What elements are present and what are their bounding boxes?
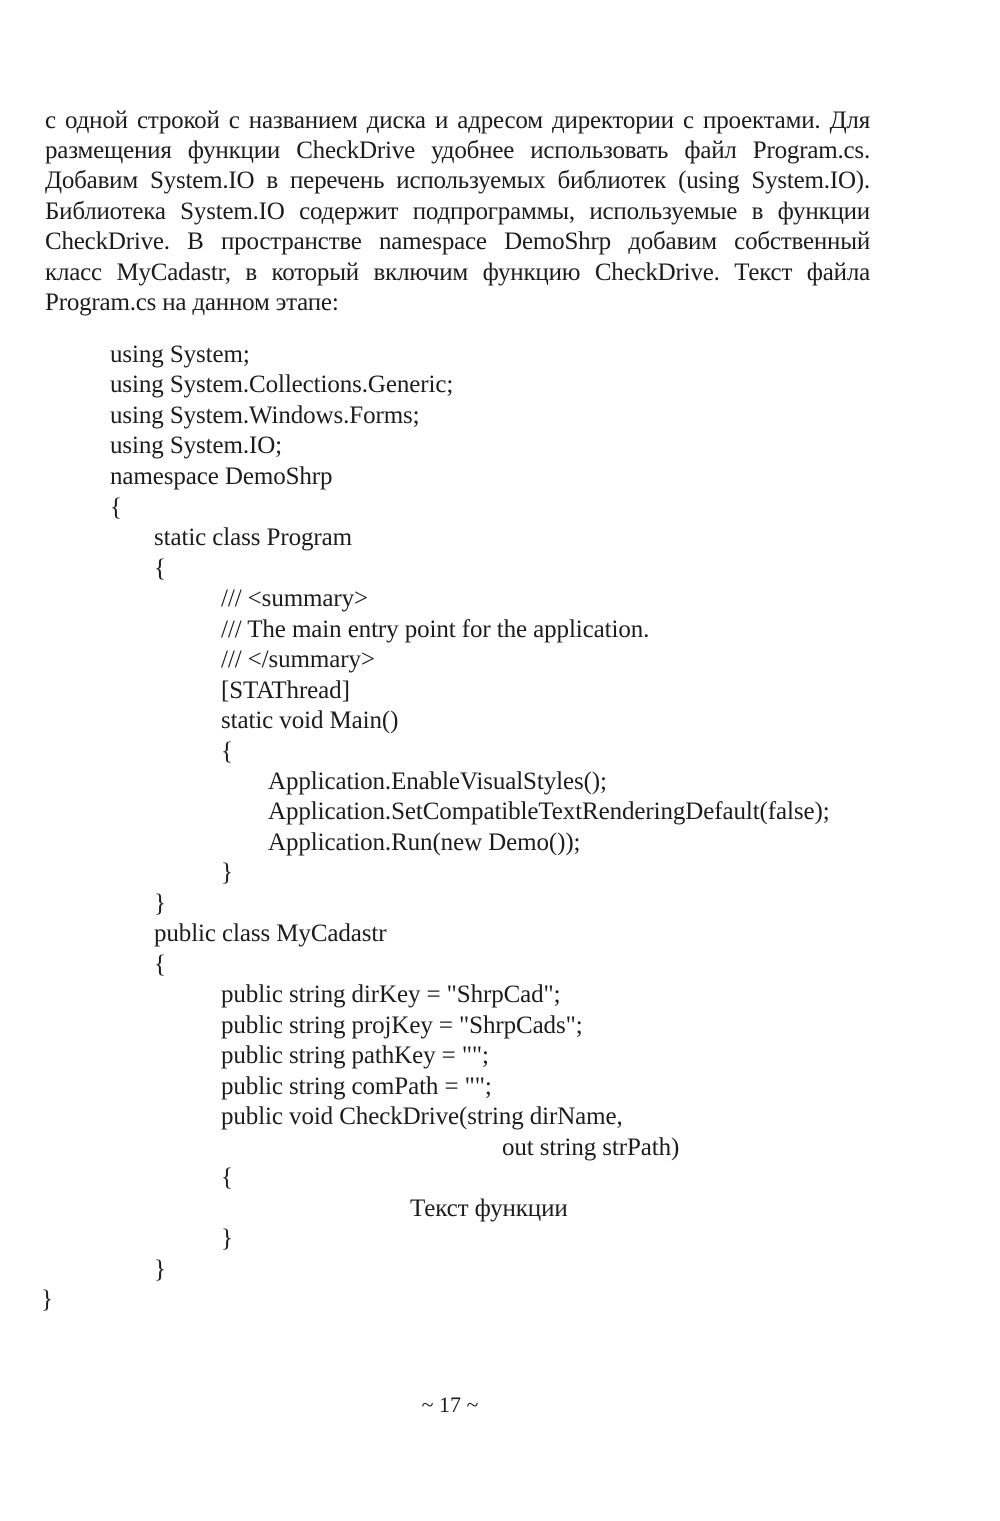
code-line: } [154, 890, 166, 917]
code-line: /// </summary> [221, 646, 375, 673]
code-line: public string dirKey = "ShrpCad"; [221, 981, 561, 1008]
code-line: } [221, 859, 233, 886]
code-line: { [221, 1164, 233, 1191]
page-number: ~ 17 ~ [421, 1392, 479, 1417]
code-line: static void Main() [221, 707, 399, 734]
code-line: } [41, 1286, 53, 1313]
code-line: /// The main entry point for the application. [221, 616, 650, 643]
code-line: using System.Collections.Generic; [110, 371, 454, 398]
code-line: namespace DemoShrp [110, 463, 333, 490]
code-line: /// <summary> [221, 585, 369, 612]
code-line: static class Program [154, 524, 352, 551]
paragraph-line: Добавим System.IO в перечень используемых библиотек (using System.IO). [45, 167, 870, 194]
code-line: { [154, 555, 166, 582]
code-line: public string comPath = ""; [221, 1073, 492, 1100]
code-line: Application.EnableVisualStyles(); [268, 768, 607, 795]
code-line: public string pathKey = ""; [221, 1042, 489, 1069]
code-line: using System.Windows.Forms; [110, 402, 420, 429]
code-line: using System; [110, 341, 250, 368]
function-body-placeholder: Текст функции [410, 1195, 568, 1222]
paragraph-line: Program.cs на данном этапе: [45, 289, 339, 316]
code-line: { [221, 738, 233, 765]
code-line: public void CheckDrive(string dirName, [221, 1103, 623, 1130]
code-line: { [110, 494, 122, 521]
code-line: } [154, 1256, 166, 1283]
code-line: public string projKey = "ShrpCads"; [221, 1012, 583, 1039]
paragraph-line: с одной строкой с названием диска и адресом директории с проектами. Для [45, 107, 870, 134]
code-line: out string strPath) [502, 1134, 680, 1161]
code-line: public class MyCadastr [154, 920, 387, 947]
paragraph-line: CheckDrive. В пространстве namespace DemoShrp добавим собственный [45, 228, 870, 255]
code-line: [STAThread] [221, 677, 350, 704]
code-line: } [221, 1225, 233, 1252]
code-line: Application.Run(new Demo()); [268, 829, 581, 856]
paragraph-line: размещения функции CheckDrive удобнее использовать файл Program.cs. [45, 137, 870, 164]
paragraph-line: Библиотека System.IO содержит подпрограммы, используемые в функции [45, 198, 870, 225]
code-line: { [154, 951, 166, 978]
code-line: Application.SetCompatibleTextRenderingDefault(false); [268, 798, 830, 825]
paragraph-line: класс MyCadastr, в который включим функцию CheckDrive. Текст файла [45, 259, 870, 286]
code-line: using System.IO; [110, 432, 283, 459]
